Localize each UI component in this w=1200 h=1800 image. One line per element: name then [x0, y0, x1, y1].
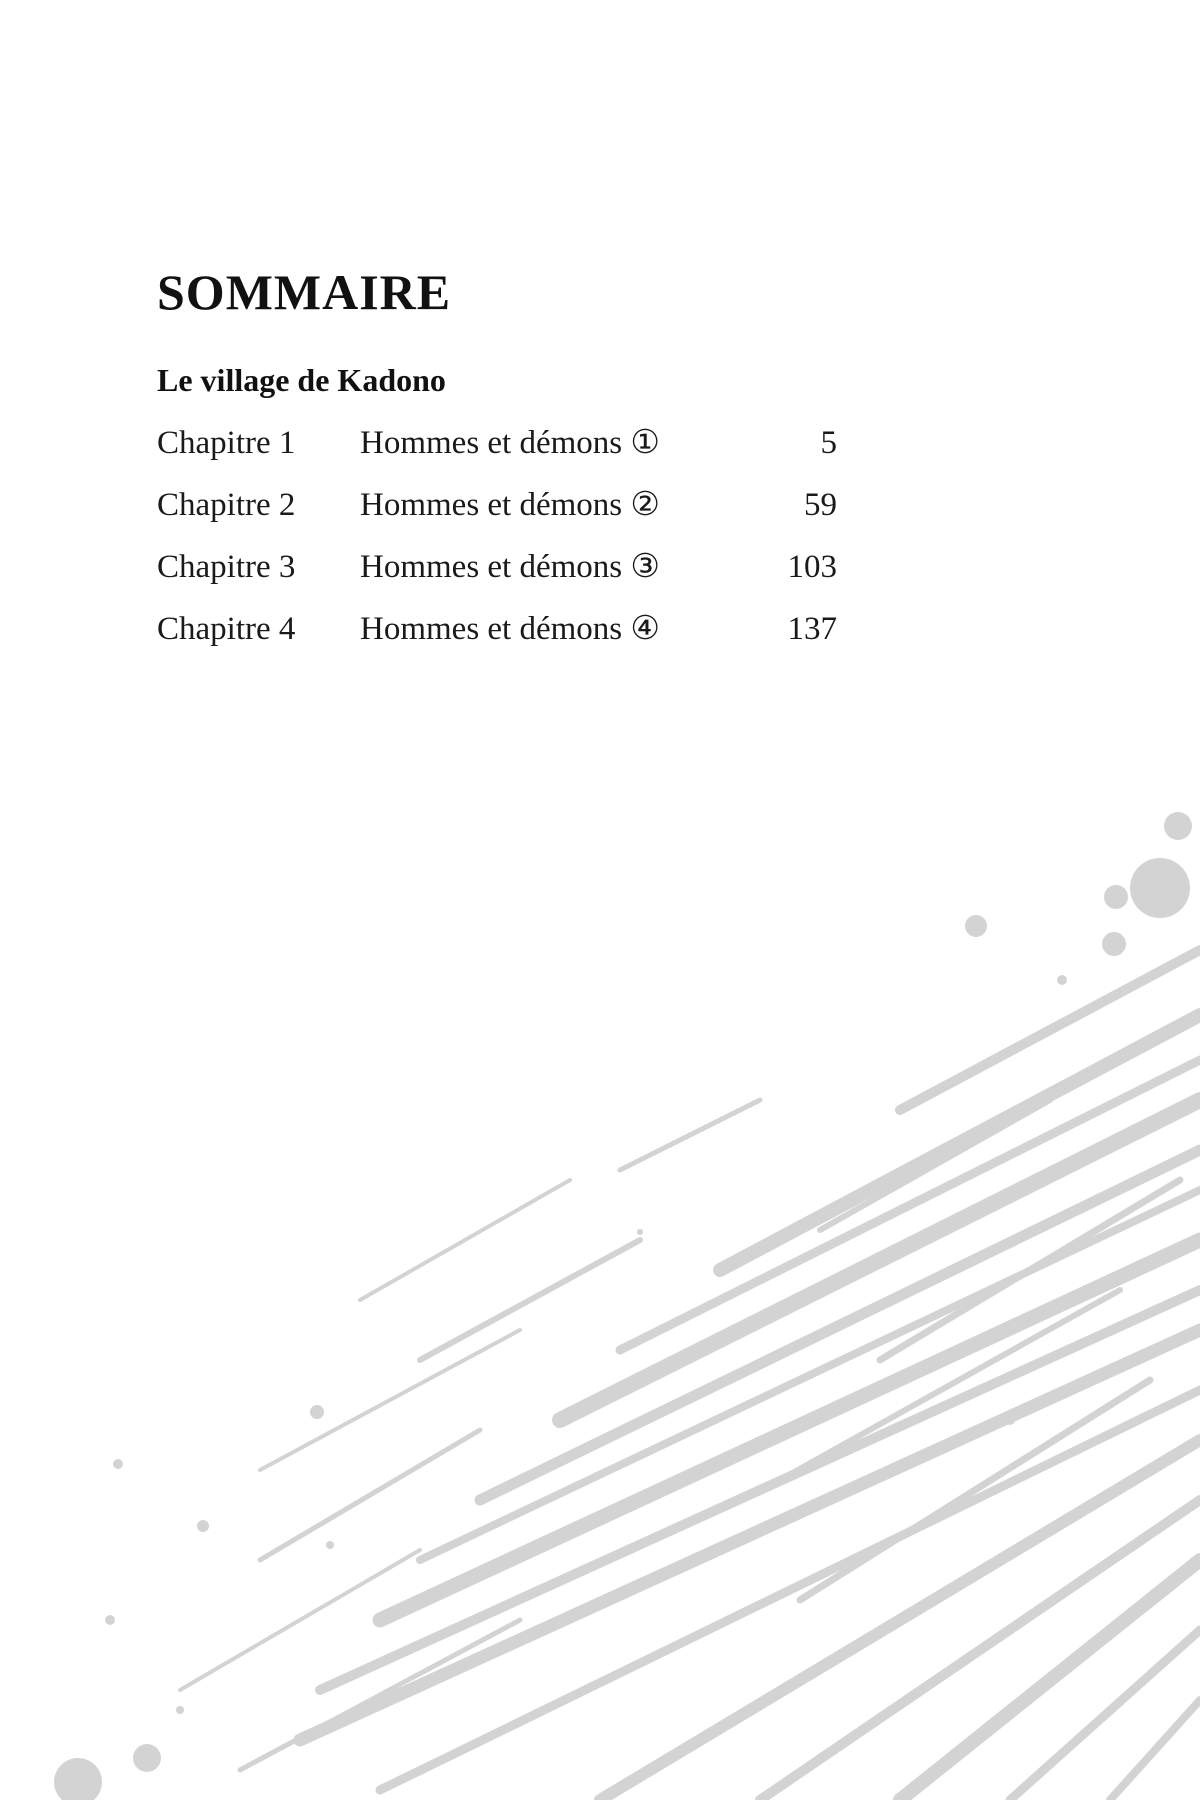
- toc-page-number: 103: [787, 549, 837, 585]
- toc-page-number: 59: [804, 487, 837, 523]
- toc-chapter-name: Hommes et démons ①: [360, 425, 660, 461]
- toc-chapter-label: Chapitre 1: [157, 425, 296, 461]
- toc-chapter-name: Hommes et démons ②: [360, 487, 660, 523]
- toc-page-number: 137: [787, 611, 837, 647]
- section-title: Le village de Kadono: [157, 362, 446, 398]
- toc-entry: [157, 608, 837, 670]
- table-of-contents: [157, 262, 837, 670]
- toc-title: SOMMAIRE: [157, 264, 452, 320]
- toc-entry: [157, 422, 837, 484]
- toc-chapter-name: Hommes et démons ③: [360, 549, 660, 585]
- toc-entry: [157, 546, 837, 608]
- toc-chapter-label: Chapitre 2: [157, 487, 296, 523]
- toc-chapter-name: Hommes et démons ④: [360, 611, 660, 647]
- toc-chapter-label: Chapitre 3: [157, 549, 296, 585]
- toc-entry: [157, 484, 837, 546]
- toc-page-number: 5: [820, 425, 837, 461]
- toc-chapter-label: Chapitre 4: [157, 611, 296, 647]
